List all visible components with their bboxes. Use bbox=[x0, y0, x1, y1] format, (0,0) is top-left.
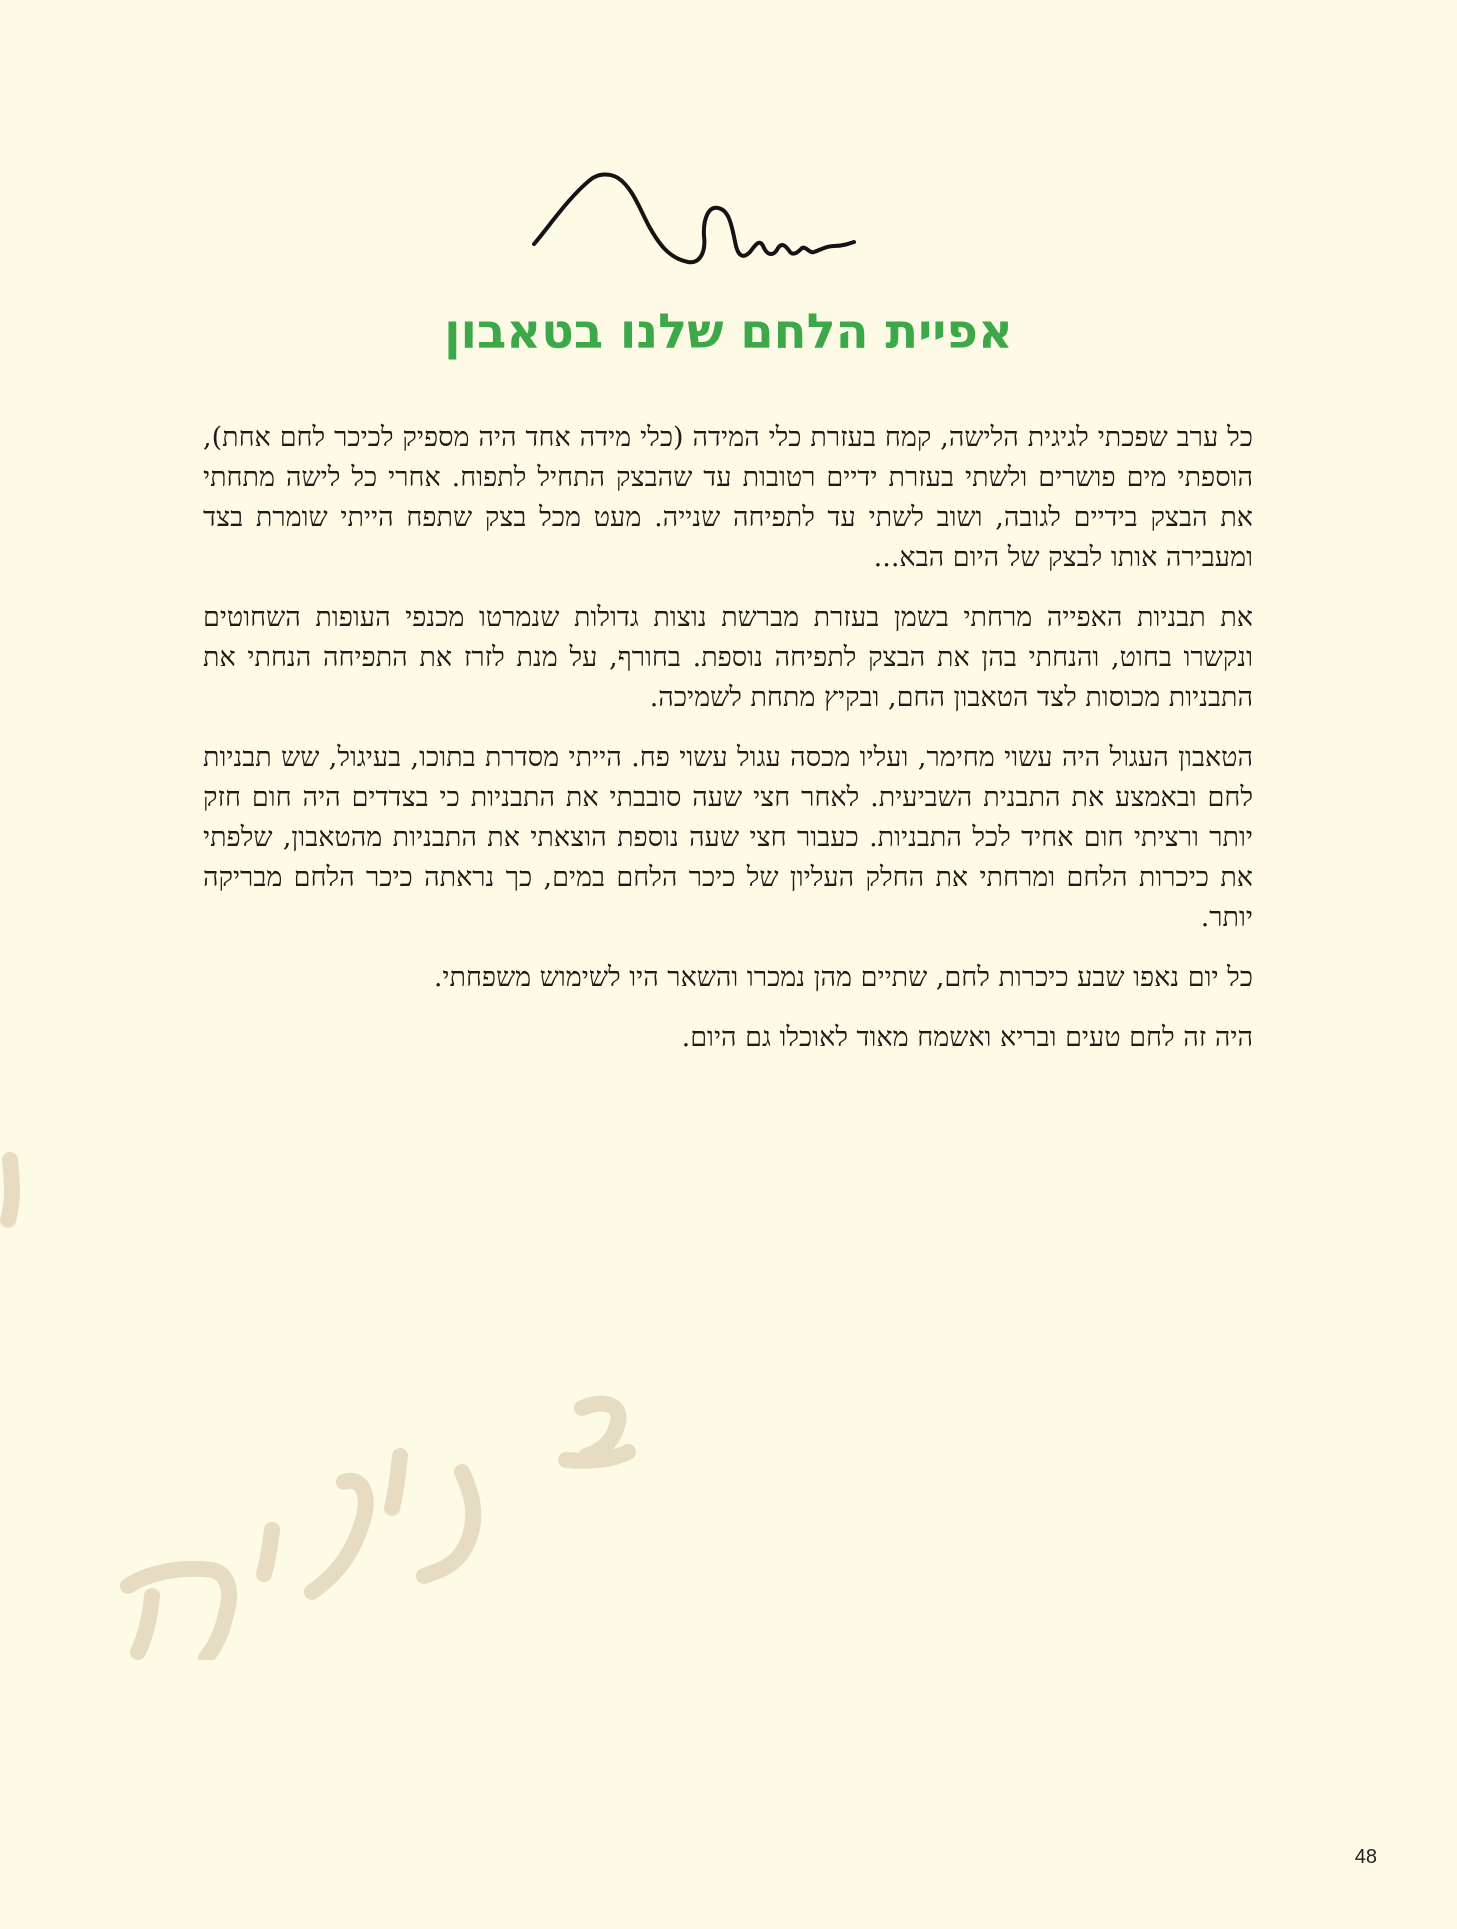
paragraph-4: כל יום נאפו שבע כיכרות לחם, שתיים מהן נמכרו והשאר היו לשימוש משפחתי. bbox=[433, 962, 1253, 993]
paragraph-5: היה זה לחם טעים ובריא ואשמח מאוד לאוכלו גם היום. bbox=[681, 1022, 1253, 1053]
paragraph-1: כל ערב שפכתי לגיגית הלישה, קמח בעזרת כלי המידה (כלי מידה אחד היה מספיק לכיכר לחם אחת), הוספתי מים פושרים ולשתי בעזרת ידיים רטובות עד שהבצק התחיל לתפוח. אחרי כל לישה מתחתי את הבצק בידיים לגובה, ושוב לשתי עד לתפיחה שנייה. מעט מכל בצק שתפח הייתי שומרת בצד ומעבירה אותו לבצק של היום הבא... bbox=[203, 422, 1253, 573]
paragraph-2: את תבניות האפייה מרחתי בשמן בעזרת מברשת נוצות גדולות שנמרטו מכנפי העופות השחוטים ונקשרו בחוט, והנחתי בהן את הבצק לתפיחה נוספת. בחורף, על מנת לזרז את התפיחה הנחתי את התבניות מכוסות לצד הטאבון החם, ובקיץ מתחת לשמיכה. bbox=[203, 602, 1253, 713]
squiggle-doodle bbox=[528, 170, 860, 278]
handwritten-watermark bbox=[0, 1100, 640, 1660]
page-number: 48 bbox=[1354, 1846, 1377, 1868]
paragraph-3: הטאבון העגול היה עשוי מחימר, ועליו מכסה עגול עשוי פח. הייתי מסדרת בתוכו, בעיגול, שש תבניות לחם ובאמצע את התבנית השביעית. לאחר חצי שעה סובבתי את התבניות כי בצדדים היה חום חזק יותר ורציתי חום אחיד לכל התבניות. כעבור חצי שעה נוספת הוצאתי את התבניות מהטאבון, שלפתי את כיכרות הלחם ומרחתי את החלק העליון של כיכר הלחם במים, כך נראתה כיכר הלחם מבריקה יותר. bbox=[203, 742, 1253, 933]
article-body bbox=[203, 418, 1253, 1078]
page-title: אפיית הלחם שלנו בטאבון bbox=[444, 304, 1013, 360]
